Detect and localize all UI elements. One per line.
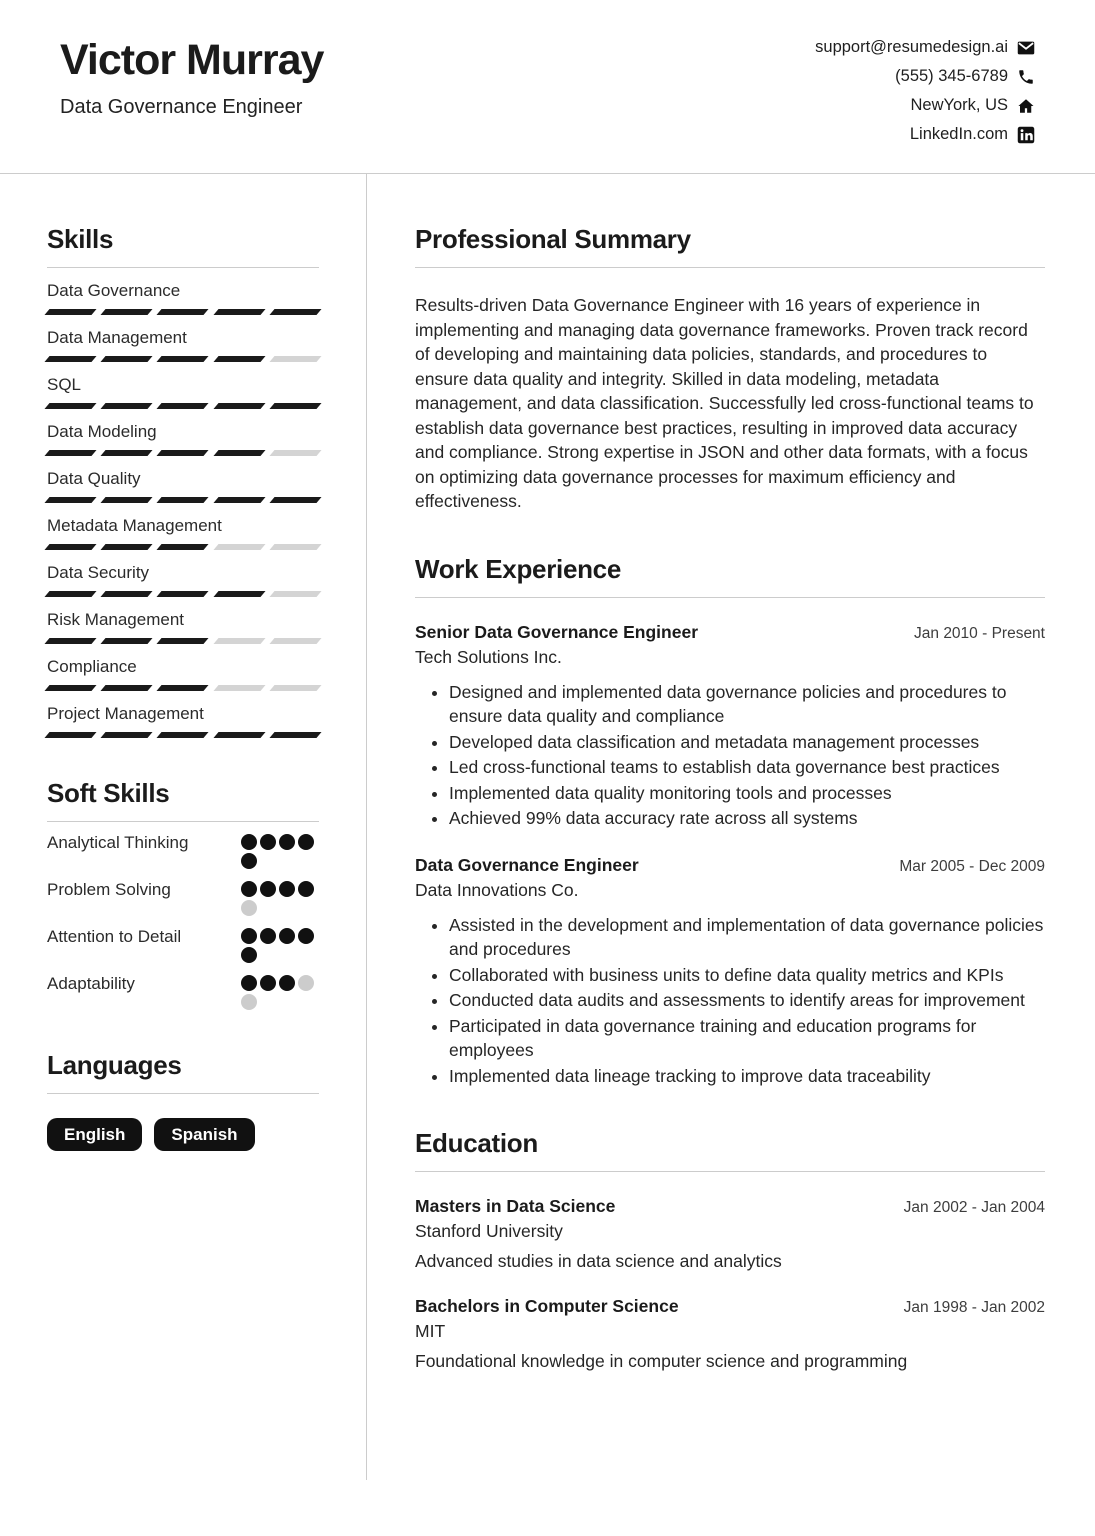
skill-item	[47, 280, 319, 315]
skill-bar-segment	[269, 450, 321, 456]
skills-section	[47, 224, 319, 738]
skill-bar-segment	[101, 732, 153, 738]
phone-icon	[1017, 68, 1035, 86]
skill-bar-segment	[157, 591, 209, 597]
skill-bar-segment	[213, 497, 265, 503]
language-pill: English	[47, 1118, 142, 1151]
contact-email	[815, 38, 1035, 57]
skill-label: Project Management	[47, 704, 204, 723]
skill-bar-segment	[101, 356, 153, 362]
soft-skill-item	[47, 830, 319, 869]
skill-bar-segment	[44, 450, 96, 456]
languages-section	[47, 1050, 319, 1151]
skill-bar-segment	[269, 356, 321, 362]
skill-bar-segment	[44, 638, 96, 644]
job-bullet: • Led cross-functional teams to establish data governance best practices	[449, 755, 1045, 780]
soft-skill-dot	[298, 834, 314, 850]
skill-bar-segment	[157, 497, 209, 503]
skill-bar-segment	[213, 685, 265, 691]
skill-bar	[47, 309, 319, 315]
skill-item	[47, 515, 319, 550]
skill-bar-segment	[269, 732, 321, 738]
skill-item	[47, 703, 319, 738]
skill-bar-segment	[101, 497, 153, 503]
job-bullet: • Assisted in the development and implementation of data governance policies and procedures	[449, 913, 1045, 962]
skill-bar	[47, 638, 319, 644]
skill-bar-segment	[213, 732, 265, 738]
soft-skill-dot	[241, 853, 257, 869]
job-dates: Jan 2010 - Present	[914, 624, 1045, 642]
education-degree: Masters in Data Science	[415, 1196, 616, 1216]
skill-bar-segment	[44, 591, 96, 597]
soft-skill-dot	[241, 881, 257, 897]
skill-bar-segment	[101, 309, 153, 315]
job-bullet: • Collaborated with business units to define data quality metrics and KPIs	[449, 963, 1045, 988]
job-dates: Mar 2005 - Dec 2009	[899, 857, 1045, 875]
job-company: Tech Solutions Inc.	[415, 646, 562, 667]
soft-skill-dot	[298, 881, 314, 897]
experience-section	[415, 554, 1045, 1089]
education-description: Advanced studies in data science and analytics	[415, 1251, 782, 1271]
skill-bar-segment	[101, 685, 153, 691]
soft-skill-dot	[279, 928, 295, 944]
skill-bar-segment	[101, 638, 153, 644]
language-pill: Spanish	[154, 1118, 254, 1151]
skill-item	[47, 327, 319, 362]
job-bullet: • Achieved 99% data accuracy rate across all systems	[449, 806, 1045, 831]
skill-label: Data Modeling	[47, 422, 157, 441]
job-bullet: • Developed data classification and metadata management processes	[449, 730, 1045, 755]
education-header	[415, 1196, 1045, 1217]
skill-bar-segment	[269, 309, 321, 315]
skill-item	[47, 562, 319, 597]
soft-skill-dot	[241, 975, 257, 991]
skill-bar-segment	[44, 356, 96, 362]
heading-divider	[47, 1093, 319, 1094]
soft-skill-dot	[279, 881, 295, 897]
skill-bar-segment	[213, 638, 265, 644]
skill-bar-segment	[269, 591, 321, 597]
skill-item	[47, 374, 319, 409]
skill-bar-segment	[157, 732, 209, 738]
skill-bar-segment	[157, 544, 209, 550]
education-entry	[415, 1296, 1045, 1372]
skills-heading: Skills	[47, 224, 114, 254]
heading-divider	[415, 597, 1045, 598]
heading-divider	[415, 1171, 1045, 1172]
skill-label: Risk Management	[47, 610, 185, 629]
skill-bar	[47, 403, 319, 409]
skill-label: SQL	[47, 375, 82, 394]
skill-item	[47, 656, 319, 691]
soft-skills-section	[47, 778, 319, 1010]
contact-phone	[895, 67, 1035, 86]
home-icon	[1017, 97, 1035, 115]
soft-skill-item	[47, 877, 319, 916]
job-bullet-list	[415, 913, 1045, 1089]
soft-skill-dot	[260, 881, 276, 897]
skill-bar	[47, 544, 319, 550]
soft-skill-dot	[241, 928, 257, 944]
education-entry	[415, 1196, 1045, 1272]
skill-bar	[47, 732, 319, 738]
email-icon	[1017, 39, 1035, 57]
language-pills	[47, 1118, 319, 1151]
skill-bar-segment	[44, 309, 96, 315]
skill-bar-segment	[213, 544, 265, 550]
summary-section	[415, 224, 1045, 514]
contact-location	[910, 96, 1035, 115]
skill-bar-segment	[269, 544, 321, 550]
job-bullet: • Implemented data quality monitoring tools and processes	[449, 781, 1045, 806]
soft-skill-dots	[241, 924, 319, 963]
skill-bar-segment	[213, 309, 265, 315]
experience-heading: Work Experience	[415, 553, 622, 584]
skill-bar-segment	[157, 450, 209, 456]
skill-bar-segment	[157, 356, 209, 362]
soft-skill-label: Attention to Detail	[47, 927, 182, 946]
job-header	[415, 622, 1045, 643]
languages-heading: Languages	[47, 1050, 182, 1080]
soft-skills-heading: Soft Skills	[47, 778, 170, 808]
skill-bar	[47, 356, 319, 362]
soft-skill-dot	[241, 900, 257, 916]
education-description: Foundational knowledge in computer science and programming	[415, 1351, 908, 1371]
header	[0, 0, 1095, 174]
skill-bar-segment	[44, 685, 96, 691]
heading-divider	[47, 267, 319, 268]
soft-skill-dot	[260, 975, 276, 991]
summary-text: Results-driven Data Governance Engineer with 16 years of experience in implementing and managing data governance frameworks. Proven track record of developing and maintaining data policies, standards, and procedures to ensure data quality and integrity. Skilled in data modeling, metadata management, and data classification. Successfully led cross-functional teams to establish data governance best practices, resulting in improved data accuracy and compliance. Strong expertise in JSON and other data formats, with a focus on optimizing data governance processes for maximum efficiency and effectiveness.	[415, 295, 1034, 511]
person-name: Victor Murray	[60, 36, 324, 84]
job-title: Data Governance Engineer	[415, 854, 639, 875]
contact-location-text: NewYork, US	[910, 96, 1008, 114]
soft-skill-label: Problem Solving	[47, 880, 171, 899]
job-header	[415, 855, 1045, 876]
job-bullet: • Conducted data audits and assessments to identify areas for improvement	[449, 988, 1045, 1013]
soft-skill-dot	[279, 975, 295, 991]
skill-bar-segment	[101, 403, 153, 409]
skill-bar-segment	[101, 591, 153, 597]
soft-skill-dots	[241, 877, 319, 916]
education-school: MIT	[415, 1321, 446, 1341]
skill-item	[47, 468, 319, 503]
education-degree: Bachelors in Computer Science	[415, 1296, 679, 1316]
skill-bar-segment	[157, 309, 209, 315]
soft-skill-dot	[298, 928, 314, 944]
job-company: Data Innovations Co.	[415, 879, 579, 900]
heading-divider	[47, 821, 319, 822]
job-title: Senior Data Governance Engineer	[415, 621, 699, 642]
contact-email-text: support@resumedesign.ai	[815, 38, 1008, 56]
soft-skill-dot	[241, 947, 257, 963]
job-bullet-list	[415, 680, 1045, 831]
skill-bar-segment	[213, 591, 265, 597]
skill-label: Data Quality	[47, 469, 141, 488]
skill-bar-segment	[157, 685, 209, 691]
heading-divider	[415, 267, 1045, 268]
skill-bar-segment	[44, 403, 96, 409]
contact-block	[815, 36, 1035, 144]
soft-skill-label: Adaptability	[47, 974, 135, 993]
soft-skill-item	[47, 924, 319, 963]
skill-item	[47, 421, 319, 456]
contact-phone-text: (555) 345-6789	[895, 67, 1008, 85]
main-content	[367, 174, 1095, 1480]
soft-skill-dot	[260, 928, 276, 944]
skill-bar-segment	[269, 497, 321, 503]
skill-bar	[47, 450, 319, 456]
education-dates: Jan 1998 - Jan 2002	[903, 1299, 1045, 1316]
identity-block	[60, 36, 323, 119]
skill-bar-segment	[213, 403, 265, 409]
soft-skill-dot	[260, 834, 276, 850]
skill-bar-segment	[269, 638, 321, 644]
job-entry	[415, 622, 1045, 831]
skill-bar-segment	[44, 732, 96, 738]
soft-skill-label: Analytical Thinking	[47, 833, 189, 852]
linkedin-icon	[1017, 126, 1035, 144]
content-columns	[0, 174, 1095, 1480]
skill-label: Data Management	[47, 328, 187, 347]
skill-bar-segment	[101, 544, 153, 550]
education-section	[415, 1128, 1045, 1372]
skill-bar-segment	[44, 497, 96, 503]
soft-skill-dot	[298, 975, 314, 991]
skill-bar-segment	[213, 450, 265, 456]
job-bullet: • Participated in data governance training and education programs for employees	[449, 1014, 1045, 1063]
skill-label: Data Security	[47, 563, 150, 582]
contact-linkedin	[910, 125, 1035, 144]
skill-bar-segment	[157, 403, 209, 409]
education-heading: Education	[415, 1128, 538, 1158]
skill-bar-segment	[269, 685, 321, 691]
job-bullet: • Designed and implemented data governance policies and procedures to ensure data quality and compliance	[449, 680, 1045, 729]
soft-skill-dot	[241, 994, 257, 1010]
job-entry	[415, 855, 1045, 1089]
skill-bar-segment	[101, 450, 153, 456]
skill-bar	[47, 497, 319, 503]
soft-skill-dot	[241, 834, 257, 850]
summary-heading: Professional Summary	[415, 224, 691, 254]
skill-label: Data Governance	[47, 281, 181, 300]
soft-skill-dot	[279, 834, 295, 850]
education-school: Stanford University	[415, 1221, 563, 1241]
soft-skill-dots	[241, 971, 319, 1010]
education-dates: Jan 2002 - Jan 2004	[903, 1199, 1045, 1216]
skill-bar-segment	[157, 638, 209, 644]
skill-item	[47, 609, 319, 644]
soft-skill-dots	[241, 830, 319, 869]
job-bullet: • Implemented data lineage tracking to improve data traceability	[449, 1064, 1045, 1089]
skill-bar-segment	[269, 403, 321, 409]
skill-label: Compliance	[47, 657, 137, 676]
contact-linkedin-text: LinkedIn.com	[909, 125, 1008, 143]
skill-bar-segment	[44, 544, 96, 550]
education-header	[415, 1296, 1045, 1317]
skill-bar-segment	[213, 356, 265, 362]
skill-bar	[47, 685, 319, 691]
skill-bar	[47, 591, 319, 597]
sidebar	[0, 174, 367, 1480]
person-job-title: Data Governance Engineer	[60, 96, 303, 118]
skill-label: Metadata Management	[47, 516, 222, 535]
soft-skill-item	[47, 971, 319, 1010]
